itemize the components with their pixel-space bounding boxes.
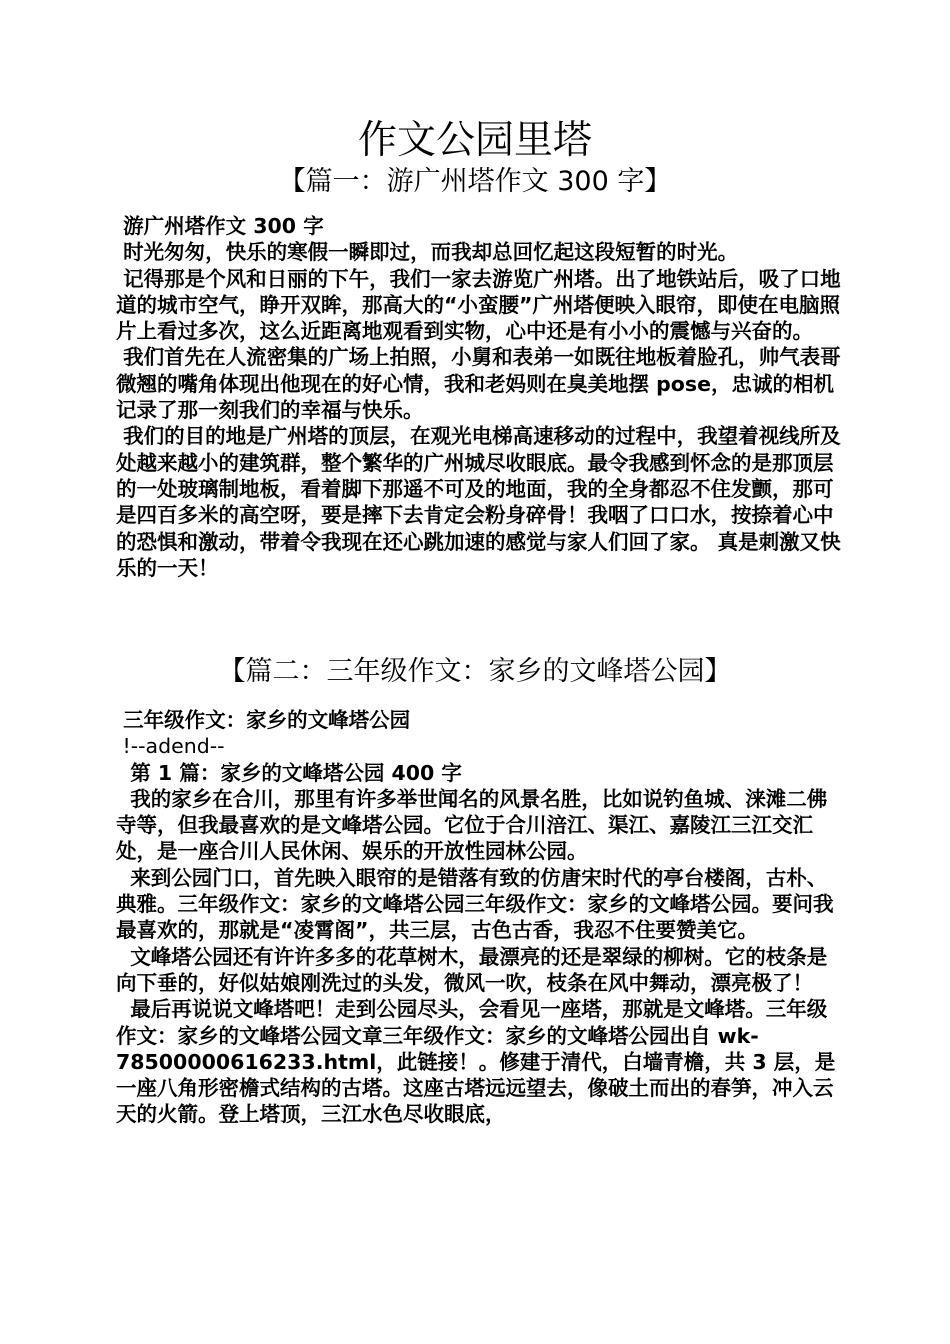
paragraph: 记得那是个风和日丽的下午，我们一家去游览广州塔。出了地铁站后，吸了口地道的城市空气，睁开双眸，那高大的“小蛮腰”广州塔便映入眼帘，即使在电脑照片上看过多次，这么近距离地观看到实物，心中还是有小小的震憾与兴奋的。 (116, 266, 841, 344)
section-2-body (116, 707, 842, 1128)
paragraph: 文峰塔公园还有许许多多的花草树木，最漂亮的还是翠绿的柳树。它的枝条是向下垂的，好似姑娘刚洗过的头发，微风一吹，枝条在风中舞动，漂亮极了！ (116, 944, 828, 995)
article-subtitle: 三年级作文：家乡的文峰塔公园 (116, 708, 411, 732)
article-subtitle: 游广州塔作文 300 字 (116, 214, 324, 238)
chapter-heading: 第 1 篇：家乡的文峰塔公园 400 字 (116, 760, 462, 785)
paragraph: 最后再说说文峰塔吧！走到公园尽头，会看见一座塔，那就是文峰塔。三年级作文：家乡的文峰塔公园文章三年级作文：家乡的文峰塔公园出自 wk-78500000616233.html，此链接！。修建于清代，白墙青檐，共 3 层，是一座八角形密檐式结构的古塔。这座古塔远远望去，像破土而出的春笋，冲入云天的火箭。登上塔顶，三江水色尽收眼底， (116, 997, 836, 1127)
section-1-body (116, 213, 842, 581)
paragraph: 我们的目的地是广州塔的顶层，在观光电梯高速移动的过程中，我望着视线所及处越来越小的建筑群，整个繁华的广州城尽收眼底。最令我感到怀念的是那顶层的一处玻璃制地板，看着脚下那遥不可及的地面，我的全身都忍不住发颤，那可是四百多米的高空呀，要是摔下去肯定会粉身碎骨！我咽了口口水，按捺着心中的恐惧和激动，带着令我现在还心跳加速的感觉与家人们回了家。 真是刺激又快乐的一天！ (116, 424, 841, 580)
paragraph: 我的家乡在合川，那里有许多举世闻名的风景名胜，比如说钓鱼城、涞滩二佛寺等，但我最喜欢的是文峰塔公园。它位于合川涪江、渠江、嘉陵江三江交汇处，是一座合川人民休闲、娱乐的开放性园林公园。 (116, 786, 828, 864)
paragraph: 时光匆匆，快乐的寒假一瞬即过，而我却总回忆起这段短暂的时光。 (116, 240, 739, 265)
ad-marker: !--adend-- (116, 734, 225, 759)
document-title: 作文公园里塔 (357, 118, 592, 163)
section-heading-2: 【篇二：三年级作文：家乡的文峰塔公园】 (218, 656, 732, 687)
paragraph: 我们首先在人流密集的广场上拍照，小舅和表弟一如既往地板着脸孔，帅气表哥微翘的嘴角体现出他现在的好心情，我和老妈则在臭美地摆 pose，忠诚的相机记录了那一刻我们的幸福与快乐。 (116, 345, 841, 423)
paragraph: 来到公园门口，首先映入眼帘的是错落有致的仿唐宋时代的亭台楼阁，古朴、典雅。三年级作文：家乡的文峰塔公园三年级作文：家乡的文峰塔公园。要问我最喜欢的，那就是“凌霄阁”，共三层，古色古香，我忍不住要赞美它。 (116, 865, 834, 943)
section-heading-1: 【篇一：游广州塔作文 300 字】 (278, 166, 672, 197)
